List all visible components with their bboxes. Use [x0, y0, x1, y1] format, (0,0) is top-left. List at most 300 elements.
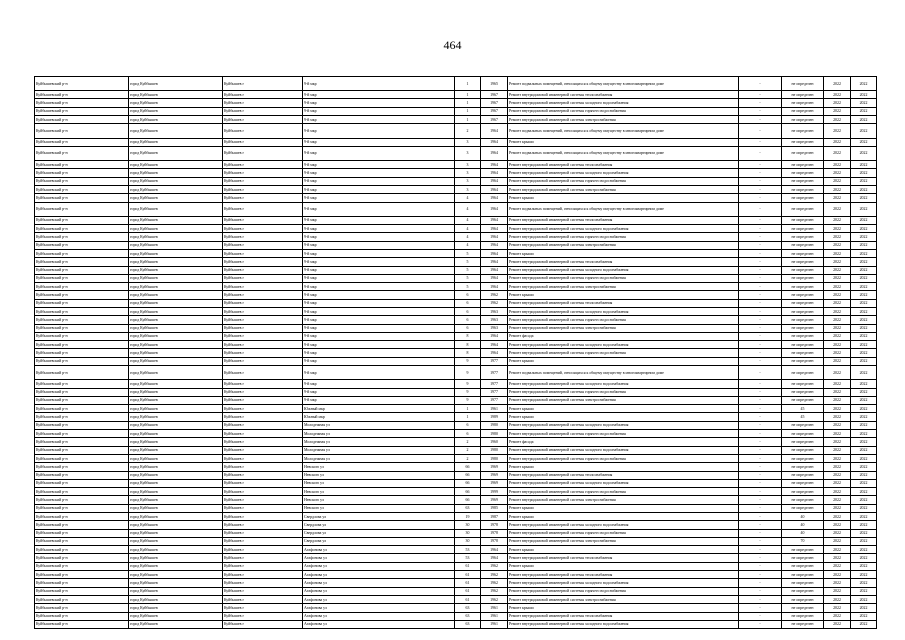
cost-cell: не определен — [782, 202, 824, 216]
house-number-cell: 19 — [455, 513, 481, 521]
locality-cell: Куйбышев г — [223, 299, 303, 307]
locality-cell: Куйбышев г — [223, 124, 303, 138]
year-built-cell: 1964 — [481, 161, 508, 169]
cost-cell: не определен — [782, 249, 824, 257]
volume-cell: - — [739, 521, 782, 529]
street-cell: Невского ул — [303, 463, 455, 471]
work-type-cell: Ремонт внутридомовой инженерной системы электроснабжения — [508, 324, 739, 332]
district-cell: Куйбышевский р-н — [35, 604, 129, 612]
house-number-cell: 3 — [455, 185, 481, 193]
house-number-cell: 9 — [455, 380, 481, 388]
work-type-cell: Ремонт подвальных помещений, относящихся к общему имуществу в многоквартирном доме — [508, 77, 739, 91]
district-cell: Куйбышевский р-н — [35, 241, 129, 249]
settlement-cell: город Куйбышев — [129, 299, 223, 307]
cost-cell: не определен — [782, 579, 824, 587]
year-built-cell: 1987 — [481, 513, 508, 521]
street-cell: 9-й мкр — [303, 225, 455, 233]
cost-cell: не определен — [782, 554, 824, 562]
work-type-cell: Ремонт подвальных помещений, относящихся к общему имуществу в многоквартирном доме — [508, 202, 739, 216]
locality-cell: Куйбышев г — [223, 225, 303, 233]
year-start-cell: 2022 — [824, 283, 851, 291]
street-cell: 9-й мкр — [303, 291, 455, 299]
cost-cell: не определен — [782, 587, 824, 595]
year-built-cell: 1964 — [481, 283, 508, 291]
year-end-cell: 2022 — [851, 421, 877, 429]
locality-cell: Куйбышев г — [223, 99, 303, 107]
locality-cell: Куйбышев г — [223, 307, 303, 315]
year-end-cell: 2022 — [851, 116, 877, 124]
table-row — [35, 233, 877, 241]
table-row — [35, 405, 877, 413]
year-end-cell: 2022 — [851, 233, 877, 241]
house-number-cell: 3 — [455, 146, 481, 160]
year-end-cell: 2022 — [851, 169, 877, 177]
volume-cell: - — [739, 546, 782, 554]
volume-cell: - — [739, 562, 782, 570]
settlement-cell: город Куйбышев — [129, 612, 223, 620]
cost-cell: не определен — [782, 274, 824, 282]
cost-cell: не определен — [782, 225, 824, 233]
locality-cell: Куйбышев г — [223, 513, 303, 521]
year-end-cell: 2022 — [851, 225, 877, 233]
year-start-cell: 2022 — [824, 169, 851, 177]
year-built-cell: 1969 — [481, 463, 508, 471]
street-cell: Агафонова ул — [303, 620, 455, 628]
year-start-cell: 2022 — [824, 266, 851, 274]
volume-cell: - — [739, 194, 782, 202]
volume-cell: - — [739, 571, 782, 579]
district-cell: Куйбышевский р-н — [35, 380, 129, 388]
year-built-cell: 1967 — [481, 116, 508, 124]
house-number-cell: 61 — [455, 579, 481, 587]
year-built-cell: 1960 — [481, 438, 508, 446]
work-type-cell: Ремонт внутридомовой инженерной системы холодного водоснабжения — [508, 620, 739, 628]
settlement-cell: город Куйбышев — [129, 324, 223, 332]
house-number-cell: 53 — [455, 554, 481, 562]
volume-cell: - — [739, 299, 782, 307]
year-built-cell: 1977 — [481, 388, 508, 396]
locality-cell: Куйбышев г — [223, 620, 303, 628]
year-start-cell: 2022 — [824, 471, 851, 479]
year-end-cell: 2022 — [851, 405, 877, 413]
street-cell: 9-й мкр — [303, 357, 455, 365]
volume-cell: - — [739, 202, 782, 216]
district-cell: Куйбышевский р-н — [35, 537, 129, 545]
year-built-cell: 1977 — [481, 357, 508, 365]
settlement-cell: город Куйбышев — [129, 291, 223, 299]
year-built-cell: 1969 — [481, 479, 508, 487]
year-end-cell: 2022 — [851, 283, 877, 291]
cost-cell: не определен — [782, 266, 824, 274]
locality-cell: Куйбышев г — [223, 396, 303, 404]
year-built-cell: 1989 — [481, 413, 508, 421]
year-end-cell: 2022 — [851, 529, 877, 537]
year-start-cell: 2022 — [824, 116, 851, 124]
settlement-cell: город Куйбышев — [129, 471, 223, 479]
street-cell: 9-й мкр — [303, 177, 455, 185]
cost-cell: не определен — [782, 258, 824, 266]
district-cell: Куйбышевский р-н — [35, 225, 129, 233]
house-number-cell: 6 — [455, 316, 481, 324]
year-start-cell: 2022 — [824, 146, 851, 160]
volume-cell: - — [739, 604, 782, 612]
table-row — [35, 77, 877, 91]
year-start-cell: 2022 — [824, 587, 851, 595]
year-start-cell: 2022 — [824, 446, 851, 454]
district-cell: Куйбышевский р-н — [35, 546, 129, 554]
work-type-cell: Ремонт подвальных помещений, относящихся к общему имуществу в многоквартирном доме — [508, 146, 739, 160]
volume-cell: - — [739, 107, 782, 115]
table-row — [35, 587, 877, 595]
locality-cell: Куйбышев г — [223, 161, 303, 169]
district-cell: Куйбышевский р-н — [35, 291, 129, 299]
work-type-cell: Ремонт внутридомовой инженерной системы электроснабжения — [508, 496, 739, 504]
settlement-cell: город Куйбышев — [129, 529, 223, 537]
work-type-cell: Ремонт внутридомовой инженерной системы электроснабжения — [508, 396, 739, 404]
year-start-cell: 2022 — [824, 488, 851, 496]
volume-cell: - — [739, 233, 782, 241]
cost-cell: не определен — [782, 299, 824, 307]
year-end-cell: 2022 — [851, 349, 877, 357]
table-row — [35, 316, 877, 324]
district-cell: Куйбышевский р-н — [35, 266, 129, 274]
district-cell: Куйбышевский р-н — [35, 446, 129, 454]
year-built-cell: 1967 — [481, 91, 508, 99]
volume-cell: - — [739, 116, 782, 124]
volume-cell: - — [739, 307, 782, 315]
year-start-cell: 2022 — [824, 99, 851, 107]
house-number-cell: 30 — [455, 537, 481, 545]
district-cell: Куйбышевский р-н — [35, 529, 129, 537]
settlement-cell: город Куйбышев — [129, 504, 223, 512]
year-start-cell: 2022 — [824, 241, 851, 249]
district-cell: Куйбышевский р-н — [35, 463, 129, 471]
capital-repair-table — [34, 76, 877, 629]
year-end-cell: 2022 — [851, 571, 877, 579]
settlement-cell: город Куйбышев — [129, 77, 223, 91]
year-built-cell: 1961 — [481, 604, 508, 612]
work-type-cell: Ремонт подвальных помещений, относящихся к общему имуществу в многоквартирном доме — [508, 366, 739, 380]
locality-cell: Куйбышев г — [223, 349, 303, 357]
settlement-cell: город Куйбышев — [129, 513, 223, 521]
cost-cell: не определен — [782, 77, 824, 91]
year-built-cell: 1967 — [481, 99, 508, 107]
house-number-cell: 63 — [455, 504, 481, 512]
cost-cell: не определен — [782, 479, 824, 487]
street-cell: 9-й мкр — [303, 91, 455, 99]
street-cell: Свердлова ул — [303, 529, 455, 537]
cost-cell: не определен — [782, 283, 824, 291]
cost-cell: не определен — [782, 349, 824, 357]
year-built-cell: 1962 — [481, 579, 508, 587]
cost-cell: не определен — [782, 324, 824, 332]
table-row — [35, 463, 877, 471]
volume-cell: - — [739, 225, 782, 233]
house-number-cell: 9 — [455, 357, 481, 365]
cost-cell: не определен — [782, 620, 824, 628]
cost-cell: не определен — [782, 421, 824, 429]
work-type-cell: Ремонт внутридомовой инженерной системы горячего водоснабжения — [508, 177, 739, 185]
table-row — [35, 413, 877, 421]
cost-cell: не определен — [782, 185, 824, 193]
district-cell: Куйбышевский р-н — [35, 77, 129, 91]
settlement-cell: город Куйбышев — [129, 446, 223, 454]
district-cell: Куйбышевский р-н — [35, 349, 129, 357]
year-start-cell: 2022 — [824, 366, 851, 380]
year-built-cell: 1969 — [481, 471, 508, 479]
year-end-cell: 2022 — [851, 612, 877, 620]
settlement-cell: город Куйбышев — [129, 366, 223, 380]
district-cell: Куйбышевский р-н — [35, 430, 129, 438]
year-built-cell: 1980 — [481, 421, 508, 429]
locality-cell: Куйбышев г — [223, 266, 303, 274]
year-start-cell: 2022 — [824, 233, 851, 241]
settlement-cell: город Куйбышев — [129, 571, 223, 579]
year-end-cell: 2022 — [851, 194, 877, 202]
table-row — [35, 388, 877, 396]
street-cell: 9-й мкр — [303, 169, 455, 177]
year-start-cell: 2022 — [824, 479, 851, 487]
volume-cell: - — [739, 341, 782, 349]
house-number-cell: 4 — [455, 202, 481, 216]
year-end-cell: 2022 — [851, 316, 877, 324]
street-cell: 9-й мкр — [303, 274, 455, 282]
year-end-cell: 2022 — [851, 357, 877, 365]
table-row — [35, 595, 877, 603]
year-start-cell: 2022 — [824, 357, 851, 365]
volume-cell: - — [739, 579, 782, 587]
house-number-cell: 1 — [455, 107, 481, 115]
table-row — [35, 513, 877, 521]
year-end-cell: 2022 — [851, 124, 877, 138]
work-type-cell: Ремонт внутридомовой инженерной системы горячего водоснабжения — [508, 529, 739, 537]
locality-cell: Куйбышев г — [223, 388, 303, 396]
locality-cell: Куйбышев г — [223, 202, 303, 216]
settlement-cell: город Куйбышев — [129, 380, 223, 388]
year-start-cell: 2022 — [824, 496, 851, 504]
settlement-cell: город Куйбышев — [129, 241, 223, 249]
year-end-cell: 2022 — [851, 504, 877, 512]
table-row — [35, 446, 877, 454]
year-start-cell: 2022 — [824, 177, 851, 185]
house-number-cell: 9 — [455, 396, 481, 404]
volume-cell: - — [739, 554, 782, 562]
street-cell: Агафонова ул — [303, 587, 455, 595]
locality-cell: Куйбышев г — [223, 571, 303, 579]
work-type-cell: Ремонт внутридомовой инженерной системы теплоснабжения — [508, 571, 739, 579]
house-number-cell: 6 — [455, 430, 481, 438]
locality-cell: Куйбышев г — [223, 562, 303, 570]
year-start-cell: 2022 — [824, 554, 851, 562]
volume-cell: - — [739, 124, 782, 138]
settlement-cell: город Куйбышев — [129, 587, 223, 595]
locality-cell: Куйбышев г — [223, 138, 303, 146]
street-cell: 9-й мкр — [303, 77, 455, 91]
district-cell: Куйбышевский р-н — [35, 513, 129, 521]
volume-cell: - — [739, 266, 782, 274]
district-cell: Куйбышевский р-н — [35, 396, 129, 404]
cost-cell: 70 — [782, 537, 824, 545]
year-built-cell: 1964 — [481, 349, 508, 357]
district-cell: Куйбышевский р-н — [35, 274, 129, 282]
year-start-cell: 2022 — [824, 438, 851, 446]
work-type-cell: Ремонт внутридомовой инженерной системы холодного водоснабжения — [508, 380, 739, 388]
street-cell: Молодежная ул — [303, 446, 455, 454]
year-end-cell: 2022 — [851, 463, 877, 471]
table-row — [35, 185, 877, 193]
district-cell: Куйбышевский р-н — [35, 562, 129, 570]
work-type-cell: Ремонт внутридомовой инженерной системы холодного водоснабжения — [508, 225, 739, 233]
street-cell: Молодежная ул — [303, 454, 455, 462]
year-end-cell: 2022 — [851, 438, 877, 446]
house-number-cell: 63 — [455, 604, 481, 612]
house-number-cell: 4 — [455, 233, 481, 241]
year-built-cell: 1964 — [481, 146, 508, 160]
work-type-cell: Ремонт внутридомовой инженерной системы электроснабжения — [508, 537, 739, 545]
work-type-cell: Ремонт внутридомовой инженерной системы холодного водоснабжения — [508, 169, 739, 177]
table-row — [35, 438, 877, 446]
volume-cell: - — [739, 438, 782, 446]
volume-cell: - — [739, 488, 782, 496]
table-row — [35, 612, 877, 620]
house-number-cell: 5 — [455, 258, 481, 266]
locality-cell: Куйбышев г — [223, 554, 303, 562]
volume-cell: - — [739, 396, 782, 404]
work-type-cell: Ремонт крыши — [508, 562, 739, 570]
house-number-cell: 1 — [455, 413, 481, 421]
house-number-cell: 6 — [455, 299, 481, 307]
house-number-cell: 8 — [455, 332, 481, 340]
volume-cell: - — [739, 471, 782, 479]
work-type-cell: Ремонт внутридомовой инженерной системы электроснабжения — [508, 241, 739, 249]
year-start-cell: 2022 — [824, 454, 851, 462]
table-row — [35, 380, 877, 388]
table-row — [35, 471, 877, 479]
volume-cell: - — [739, 91, 782, 99]
district-cell: Куйбышевский р-н — [35, 595, 129, 603]
year-end-cell: 2022 — [851, 496, 877, 504]
district-cell: Куйбышевский р-н — [35, 249, 129, 257]
year-end-cell: 2022 — [851, 380, 877, 388]
district-cell: Куйбышевский р-н — [35, 146, 129, 160]
year-start-cell: 2022 — [824, 258, 851, 266]
district-cell: Куйбышевский р-н — [35, 388, 129, 396]
locality-cell: Куйбышев г — [223, 169, 303, 177]
volume-cell: - — [739, 169, 782, 177]
street-cell: 9-й мкр — [303, 146, 455, 160]
volume-cell: - — [739, 413, 782, 421]
cost-cell: не определен — [782, 496, 824, 504]
street-cell: 9-й мкр — [303, 233, 455, 241]
cost-cell: не определен — [782, 504, 824, 512]
cost-cell: не определен — [782, 138, 824, 146]
cost-cell: 45 — [782, 405, 824, 413]
settlement-cell: город Куйбышев — [129, 177, 223, 185]
district-cell: Куйбышевский р-н — [35, 471, 129, 479]
street-cell: Невского ул — [303, 479, 455, 487]
table-body — [35, 77, 877, 629]
year-built-cell: 1961 — [481, 620, 508, 628]
street-cell: Южный мкр — [303, 413, 455, 421]
year-built-cell: 1978 — [481, 521, 508, 529]
cost-cell: 45 — [782, 413, 824, 421]
page-number: 464 — [443, 38, 462, 52]
year-end-cell: 2022 — [851, 513, 877, 521]
house-number-cell: 6 — [455, 307, 481, 315]
work-type-cell: Ремонт подвальных помещений, относящихся к общему имуществу в многоквартирном доме — [508, 124, 739, 138]
house-number-cell: 61 — [455, 595, 481, 603]
volume-cell: - — [739, 430, 782, 438]
year-built-cell: 1980 — [481, 430, 508, 438]
locality-cell: Куйбышев г — [223, 185, 303, 193]
year-start-cell: 2022 — [824, 307, 851, 315]
table-row — [35, 479, 877, 487]
year-built-cell: 1980 — [481, 454, 508, 462]
settlement-cell: город Куйбышев — [129, 124, 223, 138]
table-row — [35, 169, 877, 177]
cost-cell: 40 — [782, 513, 824, 521]
settlement-cell: город Куйбышев — [129, 479, 223, 487]
house-number-cell: 61 — [455, 587, 481, 595]
district-cell: Куйбышевский р-н — [35, 587, 129, 595]
cost-cell: не определен — [782, 307, 824, 315]
settlement-cell: город Куйбышев — [129, 332, 223, 340]
table-row — [35, 529, 877, 537]
table-row — [35, 283, 877, 291]
house-number-cell: 2 — [455, 446, 481, 454]
street-cell: 9-й мкр — [303, 283, 455, 291]
table-row — [35, 241, 877, 249]
work-type-cell: Ремонт внутридомовой инженерной системы теплоснабжения — [508, 161, 739, 169]
house-number-cell: 9 — [455, 388, 481, 396]
year-built-cell: 1980 — [481, 446, 508, 454]
locality-cell: Куйбышев г — [223, 537, 303, 545]
year-start-cell: 2022 — [824, 513, 851, 521]
cost-cell: не определен — [782, 366, 824, 380]
table-row — [35, 146, 877, 160]
locality-cell: Куйбышев г — [223, 471, 303, 479]
year-end-cell: 2022 — [851, 341, 877, 349]
year-end-cell: 2022 — [851, 241, 877, 249]
year-start-cell: 2022 — [824, 571, 851, 579]
volume-cell: - — [739, 446, 782, 454]
street-cell: 9-й мкр — [303, 138, 455, 146]
cost-cell: не определен — [782, 357, 824, 365]
locality-cell: Куйбышев г — [223, 194, 303, 202]
settlement-cell: город Куйбышев — [129, 454, 223, 462]
work-type-cell: Ремонт внутридомовой инженерной системы холодного водоснабжения — [508, 579, 739, 587]
house-number-cell: 66 — [455, 488, 481, 496]
locality-cell: Куйбышев г — [223, 595, 303, 603]
street-cell: Агафонова ул — [303, 571, 455, 579]
year-end-cell: 2022 — [851, 274, 877, 282]
table-row — [35, 521, 877, 529]
table-row — [35, 488, 877, 496]
year-built-cell: 1964 — [481, 185, 508, 193]
volume-cell: - — [739, 138, 782, 146]
table-row — [35, 91, 877, 99]
year-built-cell: 1962 — [481, 595, 508, 603]
street-cell: 9-й мкр — [303, 396, 455, 404]
locality-cell: Куйбышев г — [223, 521, 303, 529]
locality-cell: Куйбышев г — [223, 405, 303, 413]
house-number-cell: 30 — [455, 529, 481, 537]
district-cell: Куйбышевский р-н — [35, 579, 129, 587]
settlement-cell: город Куйбышев — [129, 99, 223, 107]
table-row — [35, 341, 877, 349]
year-built-cell: 1964 — [481, 258, 508, 266]
street-cell: 9-й мкр — [303, 194, 455, 202]
